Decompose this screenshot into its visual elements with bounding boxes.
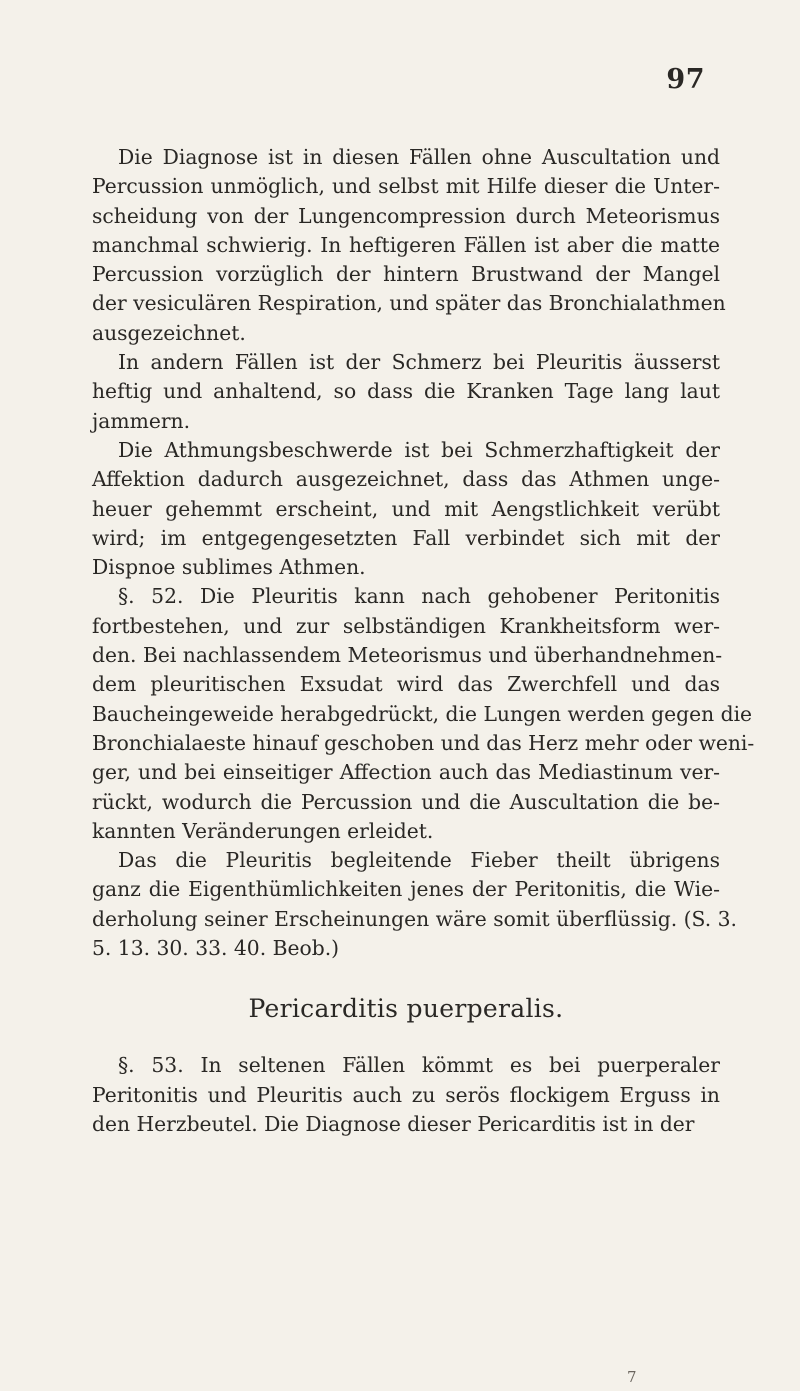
text-line: Affektion dadurch ausgezeichnet, dass das Athmen unge-	[92, 467, 720, 492]
paragraphs-before-heading	[92, 143, 755, 963]
body-text	[92, 143, 755, 1139]
text-line: §. 53. In seltenen Fällen kömmt es bei puerperaler	[118, 1053, 720, 1078]
paragraph	[92, 348, 720, 436]
paragraph	[92, 846, 737, 963]
text-line: fortbestehen, und zur selbständigen Krankheitsform wer-	[92, 613, 720, 638]
text-line: heuer gehemmt erscheint, und mit Aengstlichkeit verübt	[92, 496, 720, 521]
text-line: kannten Veränderungen erleidet.	[92, 818, 434, 843]
text-line: Percussion unmöglich, und selbst mit Hilfe dieser die Unter-	[92, 174, 720, 199]
text-line: ger, und bei einseitiger Affection auch das Mediastinum ver-	[92, 760, 720, 785]
text-line: Baucheingeweide herabgedrückt, die Lungen werden gegen die	[92, 701, 753, 726]
text-line: manchmal schwierig. In heftigeren Fällen ist aber die matte	[92, 232, 720, 257]
text-line: Die Athmungsbeschwerde ist bei Schmerzhaftigkeit der	[118, 437, 720, 462]
text-line: Das die Pleuritis begleitende Fieber theilt übrigens	[118, 848, 720, 873]
text-line: scheidung von der Lungencompression durch Meteorismus	[92, 203, 720, 228]
text-line: §. 52. Die Pleuritis kann nach gehobener Peritonitis	[118, 584, 720, 609]
text-line: jammern.	[92, 408, 191, 433]
paragraphs-after-heading	[92, 1051, 720, 1139]
text-line: der vesiculären Respiration, und später das Bronchialathmen	[92, 291, 726, 316]
text-line: Bronchialaeste hinauf geschoben und das Herz mehr oder weni-	[92, 730, 755, 755]
text-line: derholung seiner Erscheinungen wäre somit überflüssig. (S. 3.	[92, 906, 737, 931]
text-line: Die Diagnose ist in diesen Fällen ohne Auscultation und	[118, 145, 720, 169]
text-line: Peritonitis und Pleuritis auch zu serös flockigem Erguss in	[92, 1082, 720, 1107]
text-line: heftig und anhaltend, so dass die Kranken Tage lang laut	[92, 379, 720, 404]
paragraph	[92, 436, 720, 582]
text-line: In andern Fällen ist der Schmerz bei Pleuritis äusserst	[118, 350, 720, 375]
paragraph	[92, 582, 755, 846]
text-line: wird; im entgegengesetzten Fall verbindet sich mit der	[92, 525, 720, 550]
text-line: Dispnoe sublimes Athmen.	[92, 555, 366, 580]
footer-signature-mark: 7	[627, 1368, 637, 1386]
text-line: Percussion vorzüglich der hintern Brustwand der Mangel	[92, 262, 720, 287]
text-line: 5. 13. 30. 33. 40. Beob.)	[92, 936, 340, 961]
text-line: den Herzbeutel. Die Diagnose dieser Pericarditis ist in der	[92, 1111, 695, 1136]
paragraph	[92, 1051, 720, 1139]
text-line: dem pleuritischen Exsudat wird das Zwerchfell und das	[92, 672, 720, 697]
text-line: den. Bei nachlassendem Meteorismus und überhandnehmen-	[92, 643, 723, 668]
page-number: 97	[666, 64, 705, 95]
paragraph	[92, 143, 726, 348]
text-line: ausgezeichnet.	[92, 320, 246, 345]
section-heading: Pericarditis puerperalis.	[248, 994, 564, 1024]
text-line: rückt, wodurch die Percussion und die Auscultation die be-	[92, 789, 720, 814]
text-line: ganz die Eigenthümlichkeiten jenes der Peritonitis, die Wie-	[92, 877, 720, 902]
